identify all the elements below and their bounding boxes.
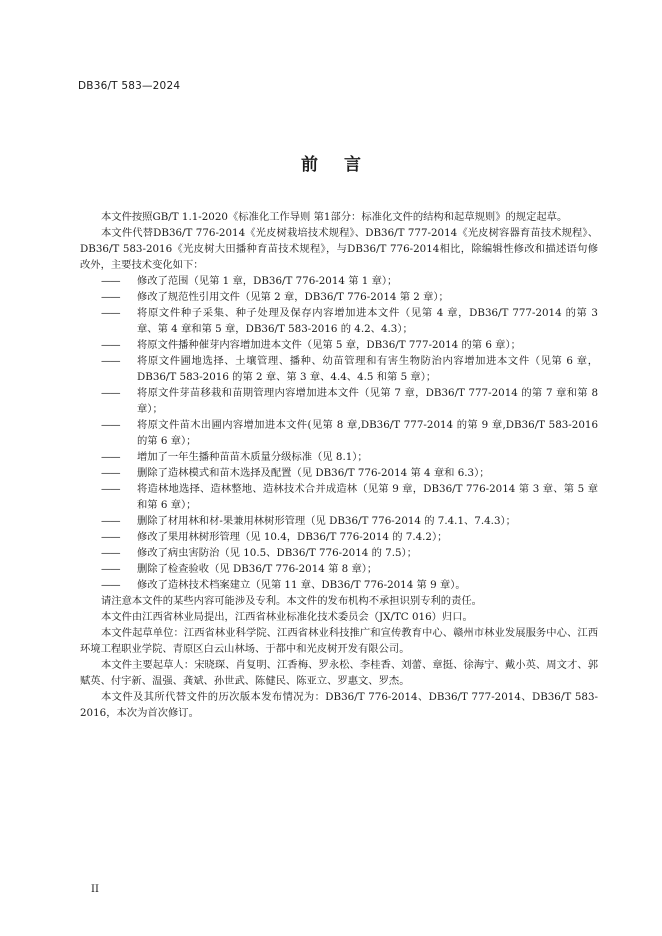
change-item [80,417,598,449]
change-item-text: 将原文件芽苗移栽和苗期管理内容增加进本文件（见第 7 章，DB36/T 777-2014 的第 7 章和第 8 章）； [137,387,598,415]
change-item-text: 修改了病虫害防治（见 10.5、DB36/T 776-2014 的 7.5）； [137,547,417,559]
document-code-header: DB36/T 583—2024 [78,80,181,92]
change-item-text: 将造林地选择、造林整地、造林技术合并成造林（见第 9 章，DB36/T 776-2014 第 3 章、第 5 章和第 6 章）； [137,483,598,511]
change-item [80,289,598,305]
change-item [80,545,598,561]
change-item [80,273,598,289]
change-item [80,529,598,545]
dash-marker: —— [101,547,120,559]
change-item-text: 将原文件播种催芽内容增加进本文件（见第 5 章，DB36/T 777-2014 的第 6 章）； [137,339,521,351]
change-item [80,561,598,577]
change-item [80,337,598,353]
change-item-text: 修改了规范性引用文件（见第 2 章，DB36/T 776-2014 第 2 章）； [137,291,449,303]
dash-marker: —— [101,483,120,495]
dash-marker: —— [101,419,120,431]
change-item-text: 删除了检查验收（见 DB36/T 776-2014 第 8 章）； [137,563,378,575]
patent-notice: 请注意本文件的某些内容可能涉及专利。本文件的发布机构不承担识别专利的责任。 [101,595,482,607]
dash-marker: —— [101,579,120,591]
change-item [80,513,598,529]
change-item-text: 将原文件圃地选择、土壤管理、播种、幼苗管理和有害生物防治内容增加进本文件（见第 6 章， DB36/T 583-2016 的第 2 章、第 3 章、4.4、4.5 和第 5 章）； [137,355,598,383]
change-item-text: 将原文件种子采集、种子处理及保存内容增加进本文件（见第 4 章，DB36/T 777-2014 的第 3 章、第 4 章和第 5 章，DB36/T 583-2016 的 4.2、4.3）； [137,307,598,335]
change-item [80,481,598,513]
change-item-text: 删除了造林模式和苗木选择及配置（见 DB36/T 776-2014 第 4 章和 6.3）； [137,467,490,479]
dash-marker: —— [101,531,120,543]
dash-marker: —— [101,355,120,367]
change-item [80,449,598,465]
change-item-text: 增加了一年生播种苗苗木质量分级标准（见 8.1）； [137,451,368,463]
page-title: 前言 [301,155,387,175]
change-list [80,273,598,593]
dash-marker: —— [101,275,120,287]
page-number: II [91,884,99,895]
change-item [80,305,598,337]
dash-marker: —— [101,467,120,479]
intro-paragraph: 本文件代替DB36/T 776-2014《光皮树栽培技术规程》、DB36/T 777-2014《光皮树容器育苗技术规程》、DB36/T 583-2016《光皮树大田播种育苗技术规程》，与DB36/T 776-2014相比，除编辑性修改和描述语句修改外，主要技术变化如下： [80,227,598,271]
change-item-text: 修改了范围（见第 1 章，DB36/T 776-2014 第 1 章）； [137,275,398,287]
change-item [80,385,598,417]
change-item [80,353,598,385]
main-drafters: 本文件主要起草人：宋晓琛、肖复明、江香梅、罗永松、李桂香、刘蕾、章挺、徐海宁、戴小英、周文才、郭赋英、付宇新、温强、龚斌、孙世武、陈健民、陈亚立、罗惠文、罗杰。 [80,659,598,687]
change-item-text: 修改了造林技术档案建立（见第 11 章、DB36/T 776-2014 第 9 章）。 [137,579,466,591]
dash-marker: —— [101,307,120,319]
dash-marker: —— [101,515,120,527]
dash-marker: —— [101,563,120,575]
intro-paragraph: 本文件按照GB/T 1.1-2020《标准化工作导则 第1部分：标准化文件的结构和起草规则》的规定起草。 [101,211,568,223]
foreword-body [80,209,598,721]
drafting-units: 本文件起草单位：江西省林业科学院、江西省林业科技推广和宣传教育中心、赣州市林业发展服务中心、江西环境工程职业学院、青原区白云山林场、于都中和光皮树开发有限公司。 [80,627,598,655]
change-item-text: 将原文件苗木出圃内容增加进本文件(见第 8 章,DB36/T 777-2014 的第 9 章,DB36/T 583-2016 的第 6 章）； [137,419,598,447]
dash-marker: —— [101,339,120,351]
change-item-text: 修改了果用林树形管理（见 10.4，DB36/T 776-2014 的 7.4.2）； [137,531,448,543]
change-item [80,577,598,593]
change-item-text: 删除了材用林和材-果兼用林树形管理（见 DB36/T 776-2014 的 7.4.1、7.4.3）； [137,515,516,527]
dash-marker: —— [101,387,120,399]
change-item [80,465,598,481]
dash-marker: —— [101,291,120,303]
proposer-statement: 本文件由江西省林业局提出，江西省林业标准化技术委员会（JX/TC 016）归口。 [101,611,473,623]
dash-marker: —— [101,451,120,463]
version-history: 本文件及其所代替文件的历次版本发布情况为：DB36/T 776-2014、DB36/T 777-2014、DB36/T 583-2016，本次为首次修订。 [80,691,598,719]
